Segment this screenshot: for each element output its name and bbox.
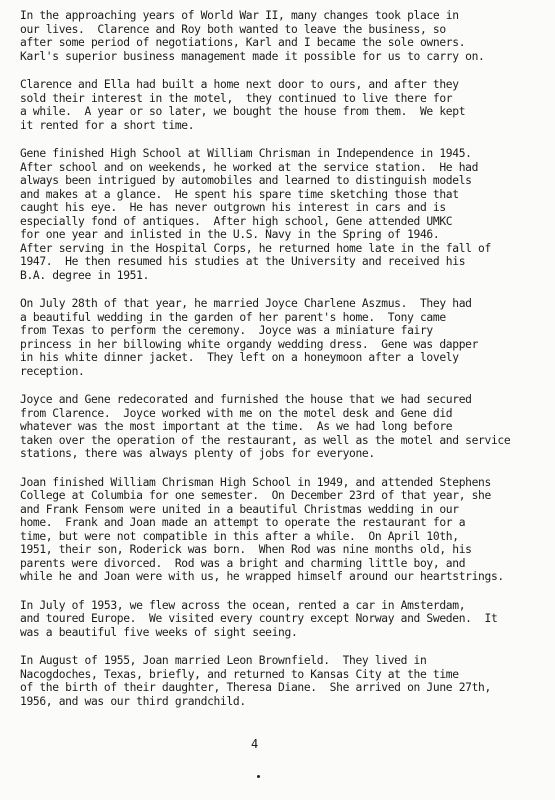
paragraph-joan-marriage: [20, 654, 550, 708]
text-line: and makes at a glance. He spent his spare time sketching those that: [20, 187, 459, 201]
text-line: after some period of negotiations, Karl and I became the sole owners.: [20, 36, 466, 49]
document-body: [20, 9, 550, 723]
paragraph-house-next-door: [20, 78, 550, 132]
paragraph-gene-school: [20, 147, 550, 282]
text-line: In August of 1955, Joan married Leon Brownfield. They lived in: [20, 654, 427, 667]
text-line: and Frank Fensom were united in a beautiful Christmas wedding in our: [20, 502, 459, 516]
text-line: from Texas to perform the ceremony. Joyce was a miniature fairy: [20, 324, 433, 337]
text-line: In the approaching years of World War II, many changes took place in: [20, 9, 459, 22]
text-line: 1956, and was our third grandchild.: [20, 694, 246, 708]
text-line: After school and on weekends, he worked at the service station. He had: [20, 160, 479, 174]
text-line: for one year and inlisted in the U.S. Navy in the Spring of 1946.: [20, 228, 440, 241]
text-line: time, but were not compatible in this after a while. On April 10th,: [20, 529, 459, 543]
text-line: especially fond of antiques. After high school, Gene attended UMKC: [20, 214, 453, 228]
page-number: 4: [251, 737, 259, 751]
text-line: and toured Europe. We visited every country except Norway and Sweden. It: [20, 612, 498, 625]
text-line: Gene finished High School at William Chrisman in Independence in 1945.: [20, 147, 472, 160]
text-line: our lives. Clarence and Roy both wanted to leave the business, so: [20, 22, 446, 36]
text-line: Clarence and Ella had built a home next door to ours, and after they: [20, 78, 459, 91]
text-line: In July of 1953, we flew across the ocean, rented a car in Amsterdam,: [20, 598, 466, 612]
text-line: of the birth of their daughter, Theresa Diane. She arrived on June 27th,: [20, 681, 491, 694]
text-line: reception.: [20, 364, 85, 378]
text-line: B.A. degree in 1951.: [20, 268, 150, 282]
text-line: a while. A year or so later, we bought the house from them. We kept: [20, 105, 466, 118]
paragraph-joan: [20, 476, 550, 584]
text-line: 1947. He then resumed his studies at the University and received his: [20, 255, 466, 268]
text-line: Joan finished William Chrisman High School in 1949, and attended Stephens: [20, 475, 491, 489]
paragraph-redecorated: [20, 393, 550, 461]
text-line: Nacogdoches, Texas, briefly, and returned to Kansas City at the time: [20, 667, 459, 681]
text-line: College at Columbia for one semester. On December 23rd of that year, she: [20, 489, 491, 502]
text-line: was a beautiful five weeks of sight seeing.: [20, 625, 298, 639]
text-line: 1951, their son, Roderick was born. When Rod was nine months old, his: [20, 543, 472, 556]
text-line: princess in her billowing white organdy wedding dress. Gene was dapper: [20, 337, 479, 351]
paragraph-war-changes: [20, 9, 550, 63]
text-line: sold their interest in the motel, they continued to live there for: [20, 91, 453, 105]
paragraph-gene-wedding: [20, 297, 550, 378]
text-line: taken over the operation of the restaurant, as well as the motel and service: [20, 433, 511, 447]
text-line: Joyce and Gene redecorated and furnished the house that we had secured: [20, 393, 472, 406]
page-mark: [257, 775, 260, 778]
text-line: from Clarence. Joyce worked with me on the motel desk and Gene did: [20, 406, 453, 420]
text-line: whatever was the most important at the time. As we had long before: [20, 420, 453, 433]
text-line: parents were divorced. Rod was a bright and charming little boy, and: [20, 556, 466, 570]
text-line: while he and Joan were with us, he wrapped himself around our heartstrings.: [20, 570, 504, 583]
text-line: On July 28th of that year, he married Joyce Charlene Aszmus. They had: [20, 297, 472, 310]
text-line: in his white dinner jacket. They left on a honeymoon after a lovely: [20, 351, 459, 364]
paragraph-europe: [20, 599, 550, 640]
text-line: stations, there was always plenty of jobs for everyone.: [20, 447, 375, 460]
text-line: always been intrigued by automobiles and learned to distinguish models: [20, 174, 472, 187]
text-line: Karl's superior business management made it possible for us to carry on.: [20, 49, 485, 63]
text-line: caught his eye. He has never outgrown his interest in cars and is: [20, 201, 446, 214]
text-line: home. Frank and Joan made an attempt to operate the restaurant for a: [20, 516, 466, 529]
text-line: After serving in the Hospital Corps, he returned home late in the fall of: [20, 241, 491, 255]
text-line: a beautiful wedding in the garden of her parent's home. Tony came: [20, 310, 446, 324]
text-line: it rented for a short time.: [20, 118, 195, 132]
